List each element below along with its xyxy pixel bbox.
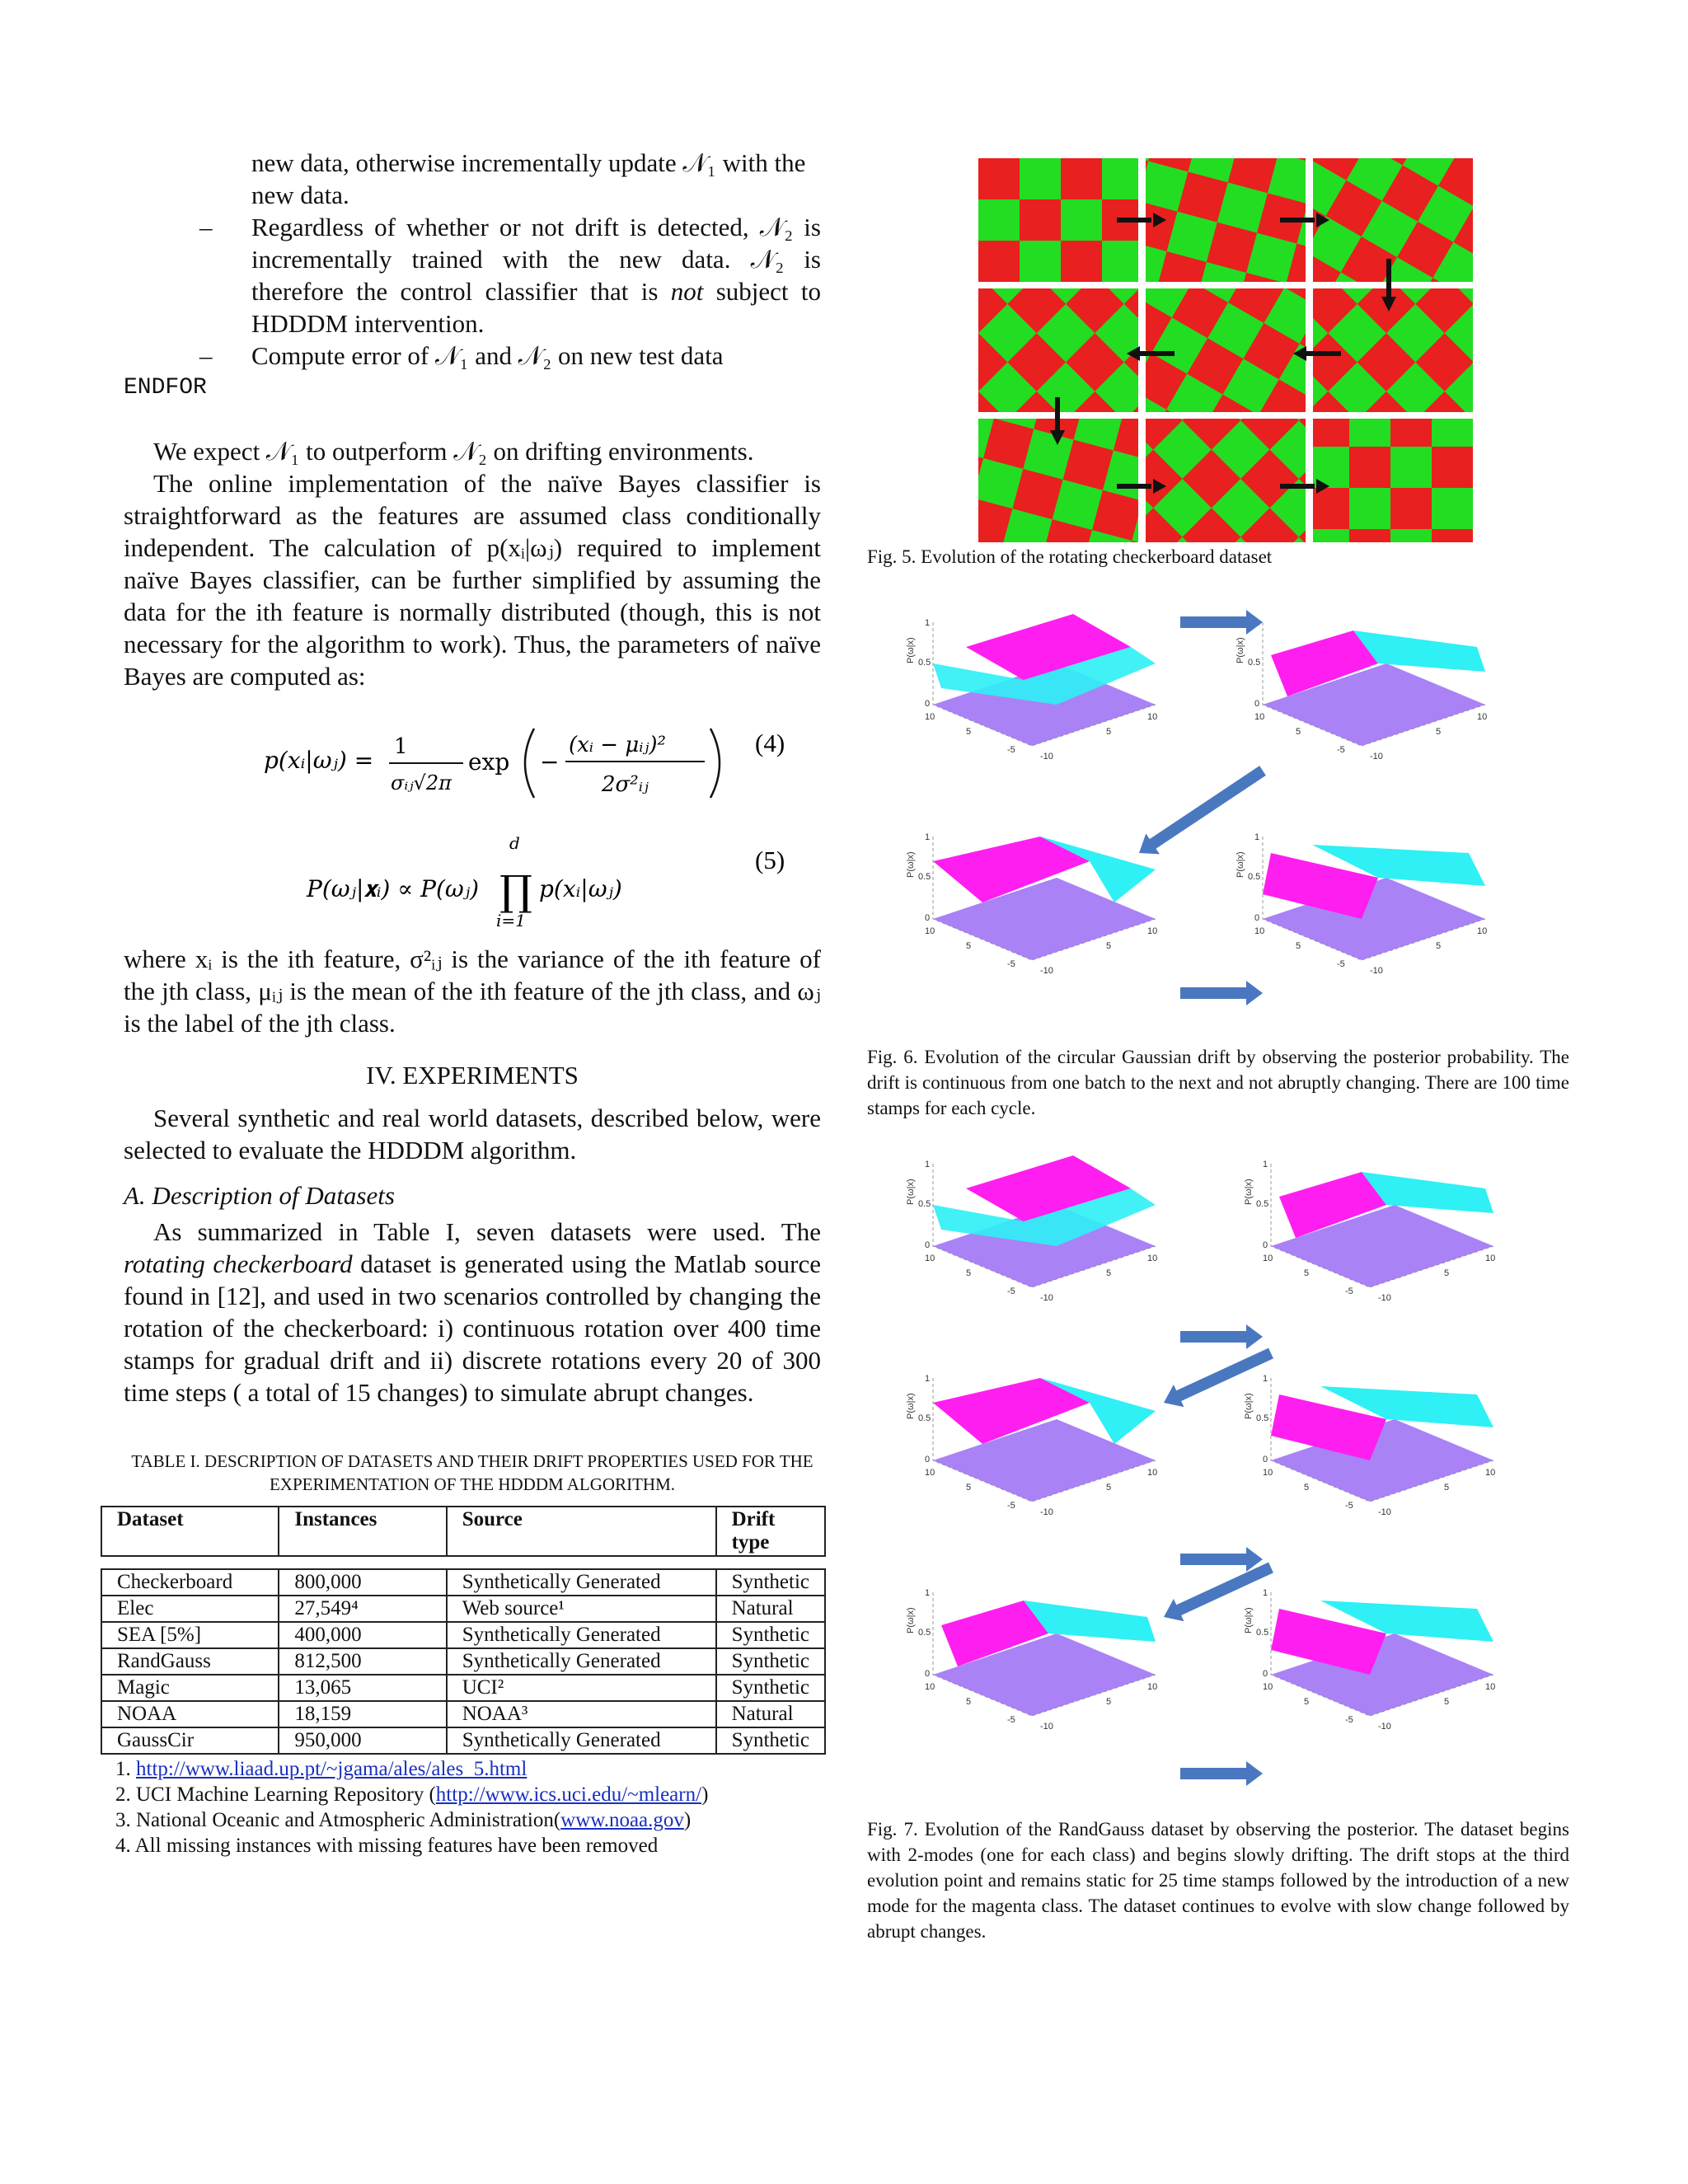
checker-panel: [1146, 288, 1306, 412]
col-source: Source: [447, 1507, 716, 1556]
y-tick-label: 0: [925, 913, 931, 923]
arrow-shape: [1180, 1761, 1263, 1786]
x-tick-label: 10: [1477, 712, 1488, 722]
surface-plot-panel: [906, 1155, 1157, 1303]
x-tick-label: 10: [1485, 1254, 1496, 1263]
checkerboard-graphic: [978, 158, 1473, 544]
eq5-rhs: p(xᵢ|ωⱼ): [539, 875, 622, 902]
y-tick-label: 0: [1254, 699, 1260, 709]
x-tick-label: 5: [1304, 1483, 1310, 1493]
arrow-shape: [1159, 1342, 1277, 1413]
y-axis-label: P(ω|x): [1244, 1607, 1254, 1633]
endfor-keyword: ENDFOR: [124, 375, 207, 401]
x-tick-label: 10: [925, 712, 935, 722]
eq4-denominator: σᵢⱼ√2π: [391, 771, 452, 794]
x-tick-label: 10: [925, 1254, 935, 1263]
eq5-upper-limit: d: [509, 833, 520, 853]
x-tick-label: -10: [1040, 752, 1053, 762]
table-caption: TABLE I. DESCRIPTION OF DATASETS AND THEIR DRIFT PROPERTIES USED FOR THE EXPERIMENTATION OF THE HDDDM ALGORITHM.: [131, 1451, 814, 1494]
figure-7-graphic: [867, 1147, 1559, 1807]
arrow-shaft: [1175, 1348, 1273, 1402]
eq4-right-paren: [710, 729, 720, 798]
table-row: NOAA 18,159 NOAA³ Natural: [101, 1701, 825, 1727]
y-tick-label: 1: [1263, 1588, 1268, 1598]
eq5-lower-limit: i=1: [496, 911, 526, 930]
blue-arrow-icon: [1180, 610, 1263, 635]
arrow-head: [1246, 1761, 1263, 1786]
eq4-number: (4): [755, 729, 785, 757]
footnote-1: 1. http://www.liaad.up.pt/~jgama/ales/ales_5.html: [115, 1758, 528, 1780]
y-tick-label: 1: [925, 1588, 931, 1598]
eq4-exp: exp: [468, 748, 510, 776]
col-instances: Instances: [279, 1507, 446, 1556]
x-tick-label: -10: [1040, 1293, 1053, 1303]
x-tick-label: -5: [1007, 1501, 1015, 1511]
footnote-2-link[interactable]: http://www.ics.uci.edu/~mlearn/: [435, 1783, 702, 1806]
y-tick-label: 0: [1254, 913, 1260, 923]
x-tick-label: -10: [1370, 752, 1383, 762]
x-tick-label: 5: [966, 941, 972, 951]
algorithm-bullet-1: – Regardless of whether or not drift is detected, 𝒩₂ is incrementally trained with the new data. 𝒩₂ is therefore the control classifier that is not subject to HDDDM intervention.: [199, 213, 822, 338]
equation-4: [124, 710, 821, 809]
arrow-shape: [1180, 1324, 1263, 1349]
footnote-3: 3. National Oceanic and Atmospheric Administration(www.noaa.gov): [115, 1809, 692, 1831]
y-tick-label: 0: [925, 1669, 931, 1679]
x-tick-label: 10: [1485, 1468, 1496, 1478]
x-tick-label: -10: [1040, 966, 1053, 976]
y-axis-label: P(ω|x): [1236, 637, 1245, 663]
x-tick-label: 5: [966, 1268, 972, 1278]
table-header-row: [101, 1507, 825, 1556]
y-tick-label: 0.5: [918, 1628, 931, 1638]
footnote-2: 2. UCI Machine Learning Repository (http://www.ics.uci.edu/~mlearn/): [115, 1783, 709, 1806]
x-tick-label: 5: [1444, 1268, 1450, 1278]
footnote-4: 4. All missing instances with missing features have been removed: [115, 1835, 659, 1857]
x-tick-label: -5: [1007, 959, 1015, 969]
bullet-dash: –: [199, 213, 213, 241]
y-tick-label: 0.5: [918, 872, 931, 882]
arrow-shaft: [1175, 1563, 1273, 1616]
figure-6-graphic: [867, 606, 1559, 1034]
arrow-shape: [1180, 1547, 1263, 1572]
x-tick-label: 5: [1304, 1697, 1310, 1707]
x-tick-label: 5: [1444, 1483, 1450, 1493]
equation-5-graphic: [124, 831, 821, 930]
equation-4-graphic: [124, 710, 821, 809]
section-heading-experiments: IV. EXPERIMENTS: [366, 1061, 579, 1090]
y-axis-label: P(ω|x): [906, 851, 916, 878]
figure-7-caption: Fig. 7. Evolution of the RandGauss dataset by observing the posterior. The dataset begins with 2-modes (one for each class) and begins slowly drifting. The drift stops at the third evolution point and remains static for 25 time stamps followed by the introduction of a new mode for the magenta class. The dataset continues to evolve with slow change followed by abrupt changes.: [867, 1819, 1569, 1942]
y-axis-label: P(ω|x): [906, 637, 916, 663]
x-tick-label: -10: [1378, 1507, 1391, 1517]
surface-plot-panel: [1244, 1588, 1495, 1732]
checker-panel: [1313, 419, 1473, 542]
surface-plot-panel: [1244, 1160, 1495, 1303]
x-tick-label: 5: [1296, 727, 1301, 737]
y-tick-label: 0.5: [1256, 1413, 1269, 1423]
paragraph-naive-bayes: The online implementation of the naïve Bayes classifier is straightforward as the features are assumed class conditionally independent. The calculation of p(xᵢ|ωⱼ) required to implement naïve Bayes classifier, can be further simplified by assuming the data for the ith feature is normally distributed (though, this is not necessary for the algorithm to work). Thus, the parameters of naïve Bayes are computed as:: [124, 469, 821, 691]
surface-plot-panel: [906, 1588, 1157, 1732]
arrow-shaft: [1148, 766, 1266, 850]
blue-arrow-icon: [1159, 1342, 1277, 1413]
table-row: GaussCir 950,000 Synthetically Generated Synthetic: [101, 1727, 825, 1754]
checker-panel: [1313, 158, 1473, 282]
surface-plot-panel: [906, 832, 1157, 976]
x-tick-label: 5: [1436, 727, 1442, 737]
right-column: [867, 148, 1569, 1944]
surface-cyan: [1024, 1601, 1156, 1642]
figure-5-checkerboard: [978, 158, 1489, 537]
arrow-shaft: [1180, 1331, 1248, 1343]
eq5-number: (5): [755, 846, 785, 874]
paragraph-variable-definitions: where xᵢ is the ith feature, σ²ᵢⱼ is the variance of the ith feature of the jth class, μᵢⱼ is the mean of the ith feature of the jth class, and ωⱼ is the label of the jth class.: [124, 944, 821, 1038]
y-tick-label: 0.5: [1248, 658, 1261, 668]
blue-arrow-icon: [1159, 1556, 1277, 1628]
x-tick-label: 10: [1254, 712, 1265, 722]
y-tick-label: 0.5: [918, 1199, 931, 1209]
surface-plot-panel: [1244, 1374, 1495, 1517]
x-tick-label: -10: [1040, 1507, 1053, 1517]
x-tick-label: -5: [1345, 1501, 1353, 1511]
surface-plot-panel: [1236, 618, 1487, 762]
x-tick-label: 10: [1147, 712, 1158, 722]
table-spacer: [101, 1556, 825, 1569]
y-tick-label: 1: [925, 1160, 931, 1169]
x-tick-label: 10: [1477, 926, 1488, 936]
arrow-head: [1246, 610, 1263, 635]
arrow-shape: [1180, 610, 1263, 635]
x-tick-label: 5: [1106, 941, 1112, 951]
x-tick-label: 5: [1304, 1268, 1310, 1278]
surface-cyan: [1353, 630, 1485, 672]
x-tick-label: -5: [1337, 745, 1345, 755]
y-tick-label: 0.5: [918, 658, 931, 668]
surface-cyan: [1362, 1172, 1493, 1213]
x-tick-label: -10: [1378, 1293, 1391, 1303]
y-tick-label: 0: [1263, 1669, 1268, 1679]
arrow-shaft: [1180, 616, 1248, 628]
subsection-heading: A. Description of Datasets: [124, 1181, 395, 1210]
footnote-1-link[interactable]: http://www.liaad.up.pt/~jgama/ales/ales_5.html: [136, 1758, 528, 1780]
x-tick-label: 5: [1444, 1697, 1450, 1707]
x-tick-label: 5: [1296, 941, 1301, 951]
table-row: RandGauss 812,500 Synthetically Generated Synthetic: [101, 1648, 825, 1675]
y-tick-label: 0: [1263, 1240, 1268, 1250]
eq4-left-paren: [525, 729, 534, 798]
x-tick-label: -10: [1378, 1722, 1391, 1732]
y-tick-label: 0: [925, 1455, 931, 1465]
table-row: Magic 13,065 UCI² Synthetic: [101, 1675, 825, 1701]
figure-6-caption: Fig. 6. Evolution of the circular Gaussian drift by observing the posterior probability. The drift is continuous from one batch to the next and not abruptly changing. There are 100 time stamps for each cycle.: [867, 1047, 1569, 1118]
table-row: SEA [5%] 400,000 Synthetically Generated Synthetic: [101, 1622, 825, 1648]
x-tick-label: 10: [925, 926, 935, 936]
paragraph-datasets-intro: Several synthetic and real world datasets, described below, were selected to evaluate the HDDDM algorithm.: [124, 1104, 821, 1165]
x-tick-label: 10: [1263, 1682, 1273, 1692]
figure-5-caption: Fig. 5. Evolution of the rotating checkerboard dataset: [867, 546, 1273, 567]
y-tick-label: 1: [925, 1374, 931, 1384]
table-row: Checkerboard 800,000 Synthetically Generated Synthetic: [101, 1569, 825, 1596]
equation-5: [124, 831, 821, 930]
x-tick-label: -5: [1337, 959, 1345, 969]
table-row: Elec 27,549⁴ Web source¹ Natural: [101, 1596, 825, 1622]
paragraph-datasets-summary: As summarized in Table I, seven datasets were used. The rotating checkerboard dataset is generated using the Matlab source found in [12], and used in two scenarios controlled by changing the rotation of the checkerboard: i) continuous rotation over 400 time stamps for gradual drift and ii) discrete rotations every 20 of 300 time steps ( a total of 15 changes) to simulate abrupt changes.: [124, 1217, 821, 1407]
algorithm-bullet-2: – Compute error of 𝒩₁ and 𝒩₂ on new test data: [199, 341, 724, 370]
y-tick-label: 1: [925, 832, 931, 842]
eq4-inner-numerator: (xᵢ − μᵢⱼ)²: [569, 733, 666, 757]
blue-arrow-icon: [1132, 761, 1270, 864]
figure-7-randgauss: [867, 1147, 1559, 1807]
y-tick-label: 0: [925, 1240, 931, 1250]
y-tick-label: 1: [1254, 832, 1260, 842]
y-axis-label: P(ω|x): [1236, 851, 1245, 878]
x-tick-label: 10: [925, 1682, 935, 1692]
x-tick-label: 5: [966, 1483, 972, 1493]
arrow-shaft: [1180, 987, 1248, 999]
blue-arrow-icon: [1180, 1547, 1263, 1572]
col-drift-type: Drift type: [716, 1507, 825, 1556]
bullet-dash: –: [199, 341, 213, 370]
x-tick-label: 10: [1263, 1254, 1273, 1263]
x-tick-label: 5: [1106, 727, 1112, 737]
arrow-shape: [1159, 1556, 1277, 1628]
y-axis-label: P(ω|x): [906, 1607, 916, 1633]
table-footnotes: [115, 1756, 821, 1858]
checker-panel: [1313, 288, 1473, 412]
y-tick-label: 1: [1263, 1160, 1268, 1169]
col-dataset: Dataset: [101, 1507, 279, 1556]
x-tick-label: 10: [1147, 1254, 1158, 1263]
checker-panel: [978, 288, 1138, 412]
arrow-head: [1246, 981, 1263, 1005]
left-column: [115, 147, 822, 1858]
paragraph-expectation: We expect 𝒩₁ to outperform 𝒩₂ on drifting environments.: [153, 437, 754, 466]
x-tick-label: 10: [1147, 1682, 1158, 1692]
x-tick-label: -10: [1370, 966, 1383, 976]
x-tick-label: 10: [1254, 926, 1265, 936]
checker-panel: [1146, 419, 1306, 542]
y-axis-label: P(ω|x): [1244, 1393, 1254, 1419]
y-tick-label: 0.5: [918, 1413, 931, 1423]
y-tick-label: 1: [925, 618, 931, 628]
x-tick-label: -5: [1007, 1715, 1015, 1725]
eq4-lhs: p(xᵢ|ωⱼ) =: [264, 747, 374, 774]
eq4-numerator: 1: [394, 734, 408, 759]
figure-6-circular-gaussian: [867, 606, 1559, 1034]
checker-panel: [978, 158, 1138, 282]
x-tick-label: -5: [1345, 1715, 1353, 1725]
x-tick-label: 5: [966, 1697, 972, 1707]
y-tick-label: 0.5: [1256, 1628, 1269, 1638]
y-tick-label: 1: [1263, 1374, 1268, 1384]
datasets-table: [101, 1506, 826, 1755]
x-tick-label: 10: [1147, 926, 1158, 936]
arrow-shape: [1132, 761, 1270, 864]
arrow-head: [1246, 1324, 1263, 1349]
arrow-shape: [1180, 981, 1263, 1005]
eq5-product-symbol: ∏: [499, 867, 532, 915]
x-tick-label: -5: [1007, 745, 1015, 755]
blue-arrow-icon: [1180, 981, 1263, 1005]
x-tick-label: -10: [1040, 1722, 1053, 1732]
y-axis-label: P(ω|x): [906, 1393, 916, 1419]
arrow-shaft: [1180, 1768, 1248, 1779]
blue-arrow-icon: [1180, 1324, 1263, 1349]
x-tick-label: 10: [1263, 1468, 1273, 1478]
y-axis-label: P(ω|x): [906, 1179, 916, 1205]
y-tick-label: 0.5: [1256, 1199, 1269, 1209]
eq4-inner-denominator: 2σ²ᵢⱼ: [602, 772, 649, 797]
x-tick-label: -5: [1345, 1286, 1353, 1296]
surface-plot-panel: [1236, 832, 1487, 976]
x-tick-label: 10: [1485, 1682, 1496, 1692]
x-tick-label: 5: [1436, 941, 1442, 951]
surface-plot-panel: [906, 614, 1157, 762]
eq5-lhs: P(ωⱼ|𝐱ᵢ) ∝ P(ωⱼ): [307, 875, 480, 902]
surface-plot-panel: [906, 1374, 1157, 1517]
y-tick-label: 0: [1263, 1455, 1268, 1465]
eq4-minus: −: [540, 748, 560, 776]
y-axis-label: P(ω|x): [1244, 1179, 1254, 1205]
x-tick-label: 5: [1106, 1697, 1112, 1707]
y-tick-label: 0.5: [1248, 872, 1261, 882]
blue-arrow-icon: [1180, 1761, 1263, 1786]
algorithm-step-continuation: new data, otherwise incrementally update 𝒩₁ with the new data.: [251, 148, 806, 209]
x-tick-label: -5: [1007, 1286, 1015, 1296]
arrow-shaft: [1180, 1554, 1248, 1565]
y-tick-label: 0: [925, 699, 931, 709]
x-tick-label: 5: [1106, 1268, 1112, 1278]
x-tick-label: 5: [966, 727, 972, 737]
x-tick-label: 10: [925, 1468, 935, 1478]
footnote-3-link[interactable]: www.noaa.gov: [560, 1809, 684, 1831]
x-tick-label: 10: [1147, 1468, 1158, 1478]
x-tick-label: 5: [1106, 1483, 1112, 1493]
